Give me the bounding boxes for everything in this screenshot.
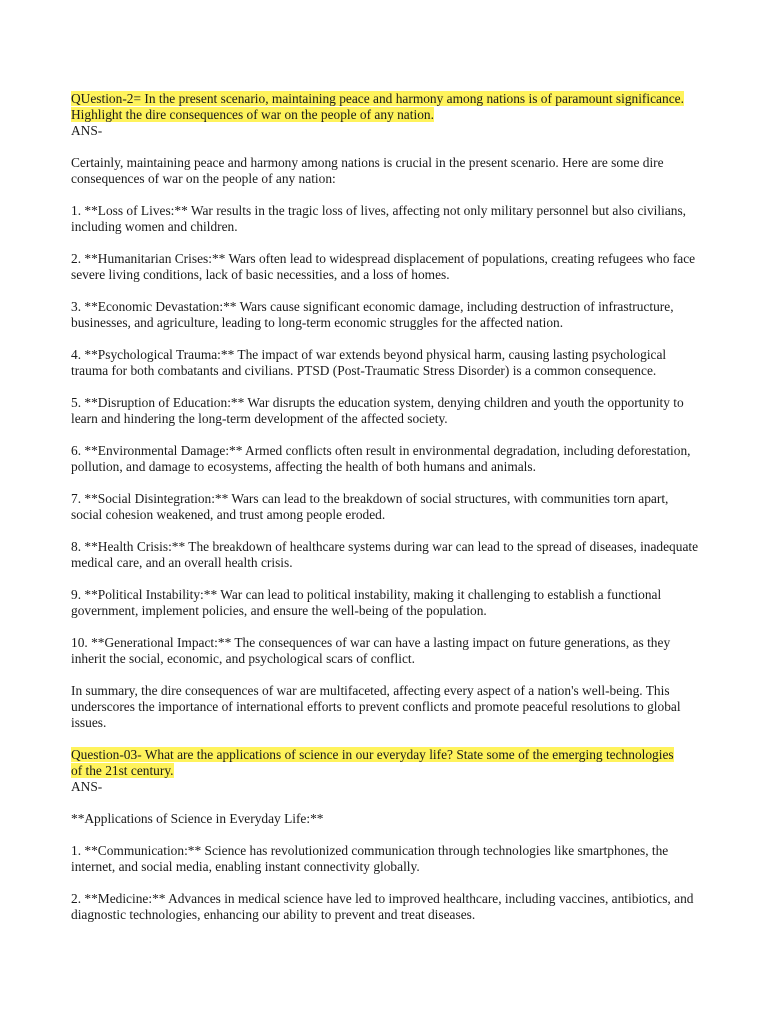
answer-2-intro: Certainly, maintaining peace and harmony among nations is crucial in the present scenario. Here are some dire consequences of war on the people of any nation: [71, 155, 664, 186]
answer-2-label: ANS- [71, 123, 103, 138]
question-2-line-2: Highlight the dire consequences of war on the people of any nation. [71, 107, 434, 122]
list-item: 1. **Loss of Lives:** War results in the tragic loss of lives, affecting not only military personnel but also civilians, including women and children. [71, 203, 687, 234]
list-item: 9. **Political Instability:** War can lead to political instability, making it challenging to establish a functional government, implement policies, and ensure the well-being of the population. [71, 587, 662, 618]
answer-3-label: ANS- [71, 779, 103, 794]
list-item: 10. **Generational Impact:** The consequences of war can have a lasting impact on future generations, as they inherit the social, economic, and psychological scars of conflict. [71, 635, 671, 666]
answer-2-summary: In summary, the dire consequences of war are multifaceted, affecting every aspect of a nation's well-being. This underscores the importance of international efforts to prevent conflicts and promote peaceful resolutions to global issues. [71, 683, 681, 730]
list-item: 6. **Environmental Damage:** Armed conflicts often result in environmental degradation, including deforestation, pollution, and damage to ecosystems, affecting the health of both humans and animals. [71, 443, 691, 474]
list-item: 2. **Medicine:** Advances in medical science have led to improved healthcare, including vaccines, antibiotics, and diagnostic technologies, enhancing our ability to prevent and treat diseases. [71, 891, 694, 922]
answer-3-section-heading: **Applications of Science in Everyday Life:** [71, 811, 324, 826]
document-page [71, 91, 699, 939]
question-3-line-2: of the 21st century. [71, 763, 174, 778]
question-3-heading [71, 747, 699, 779]
list-item: 2. **Humanitarian Crises:** Wars often lead to widespread displacement of populations, creating refugees who face severe living conditions, lack of basic necessities, and a loss of homes. [71, 251, 696, 282]
list-item: 1. **Communication:** Science has revolutionized communication through technologies like smartphones, the internet, and social media, enabling instant connectivity globally. [71, 843, 669, 874]
list-item: 7. **Social Disintegration:** Wars can lead to the breakdown of social structures, with communities torn apart, social cohesion weakened, and trust among people eroded. [71, 491, 669, 522]
list-item: 8. **Health Crisis:** The breakdown of healthcare systems during war can lead to the spread of diseases, inadequate medical care, and an overall health crisis. [71, 539, 699, 570]
question-3-line-1: Question-03- What are the applications of science in our everyday life? State some of the emerging technologies [71, 747, 674, 762]
list-item: 5. **Disruption of Education:** War disrupts the education system, denying children and youth the opportunity to learn and hindering the long-term development of the affected society. [71, 395, 684, 426]
list-item: 3. **Economic Devastation:** Wars cause significant economic damage, including destruction of infrastructure, businesses, and agriculture, leading to long-term economic struggles for the affected nation. [71, 299, 674, 330]
list-item: 4. **Psychological Trauma:** The impact of war extends beyond physical harm, causing lasting psychological trauma for both combatants and civilians. PTSD (Post-Traumatic Stress Disorder) is a common consequence. [71, 347, 667, 378]
question-2-heading [71, 91, 699, 123]
question-2-line-1: QUestion-2= In the present scenario, maintaining peace and harmony among nations is of paramount significance. [71, 91, 684, 106]
